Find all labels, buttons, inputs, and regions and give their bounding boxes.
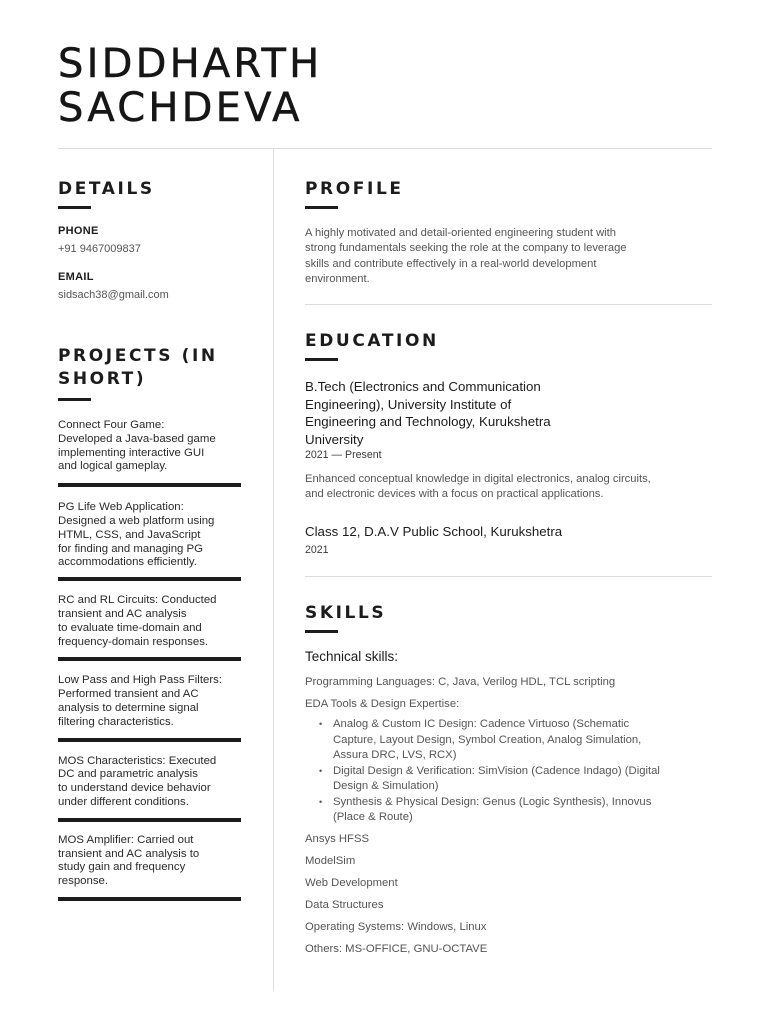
name-last: SACHDEVA bbox=[58, 85, 303, 131]
degree-line: Engineering and Technology, Kurukshetra bbox=[305, 414, 551, 430]
eda-line: (Place & Route) bbox=[333, 811, 413, 824]
school-title: Class 12, D.A.V Public School, Kurukshetra bbox=[305, 523, 563, 539]
degree-line: B.Tech (Electronics and Communication bbox=[305, 379, 541, 395]
eda-list bbox=[319, 717, 712, 826]
profile-summary bbox=[305, 226, 712, 287]
project-line: MOS Amplifier: Carried out bbox=[58, 833, 194, 846]
skill-item: Web Development bbox=[305, 876, 398, 889]
technical-skills-heading: Technical skills: bbox=[305, 649, 399, 665]
project-line: analysis to determine signal bbox=[58, 701, 199, 714]
project-item bbox=[58, 834, 241, 889]
profile-title: PROFILE bbox=[305, 179, 404, 199]
projects-title bbox=[58, 345, 241, 391]
degree-desc-line: and electronic devices with a focus on practical applications. bbox=[305, 488, 604, 501]
skill-item: Data Structures bbox=[305, 898, 384, 911]
eda-item bbox=[319, 717, 712, 764]
projects-title-line: SHORT) bbox=[58, 369, 147, 389]
profile-line: strong fundamentals seeking the role at the company to leverage bbox=[305, 242, 627, 255]
eda-line: Analog & Custom IC Design: Cadence Virtuoso (Schematic bbox=[333, 718, 630, 731]
skill-item: Ansys HFSS bbox=[305, 832, 370, 845]
skills-title-bar bbox=[305, 630, 338, 633]
resume-name bbox=[58, 42, 322, 130]
profile-line: A highly motivated and detail-oriented engineering student with bbox=[305, 227, 616, 239]
phone-value: +91 9467009837 bbox=[58, 243, 141, 255]
eda-heading: EDA Tools & Design Expertise: bbox=[305, 698, 460, 711]
programming-languages: Programming Languages: C, Java, Verilog HDL, TCL scripting bbox=[305, 676, 616, 689]
project-line: filtering characteristics. bbox=[58, 715, 174, 728]
project-line: and logical gameplay. bbox=[58, 460, 168, 473]
eda-line: Synthesis & Physical Design: Genus (Logic Synthesis), Innovus bbox=[333, 795, 652, 808]
email-label: EMAIL bbox=[58, 271, 94, 283]
right-column bbox=[305, 178, 712, 956]
project-line: study gain and frequency bbox=[58, 861, 186, 874]
degree-line: Engineering), University Institute of bbox=[305, 396, 512, 412]
eda-line: Capture, Layout Design, Symbol Creation, Analog Simulation, bbox=[333, 733, 642, 746]
degree-description bbox=[305, 472, 712, 503]
eda-line: Digital Design & Verification: SimVision (Cadence Indago) (Digital bbox=[333, 764, 660, 777]
project-line: to evaluate time-domain and bbox=[58, 621, 202, 634]
project-line: DC and parametric analysis bbox=[58, 768, 198, 781]
section-divider bbox=[305, 576, 712, 577]
column-divider bbox=[273, 149, 274, 991]
projects-title-line: PROJECTS (IN bbox=[58, 346, 218, 366]
education-section bbox=[305, 330, 712, 556]
profile-section bbox=[305, 178, 712, 287]
skill-item: Others: MS-OFFICE, GNU-OCTAVE bbox=[305, 942, 488, 955]
bullet-icon: • bbox=[319, 796, 323, 807]
project-item bbox=[58, 674, 241, 729]
project-line: implementing interactive GUI bbox=[58, 446, 205, 459]
project-item bbox=[58, 419, 241, 474]
skill-item: Operating Systems: Windows, Linux bbox=[305, 920, 487, 933]
bullet-icon: • bbox=[319, 765, 323, 776]
project-line: Low Pass and High Pass Filters: bbox=[58, 674, 222, 687]
project-divider bbox=[58, 738, 241, 742]
project-line: Performed transient and AC bbox=[58, 688, 199, 701]
project-item bbox=[58, 501, 241, 570]
details-title-bar bbox=[58, 206, 91, 209]
education-title-bar bbox=[305, 358, 338, 361]
project-line: Connect Four Game: bbox=[58, 419, 165, 431]
degree-line: University bbox=[305, 431, 364, 447]
degree-title bbox=[305, 378, 712, 448]
email-value: sidsach38@gmail.com bbox=[58, 289, 169, 301]
project-line: Designed a web platform using bbox=[58, 514, 215, 527]
details-title: DETAILS bbox=[58, 179, 155, 199]
project-line: for finding and managing PG bbox=[58, 542, 204, 555]
project-line: response. bbox=[58, 875, 109, 888]
skills-title: SKILLS bbox=[305, 603, 387, 624]
skill-item: ModelSim bbox=[305, 854, 356, 867]
details-section bbox=[58, 178, 241, 301]
project-line: under different conditions. bbox=[58, 795, 189, 808]
skills-section bbox=[305, 602, 712, 956]
eda-line: Assura DRC, LVS, RCX) bbox=[333, 749, 457, 762]
project-line: MOS Characteristics: Executed bbox=[58, 754, 217, 767]
projects-title-bar bbox=[58, 398, 91, 401]
project-divider bbox=[58, 818, 241, 822]
project-divider bbox=[58, 577, 241, 581]
profile-line: environment. bbox=[305, 272, 370, 285]
left-column bbox=[58, 178, 241, 901]
project-line: to understand device behavior bbox=[58, 782, 211, 795]
section-divider bbox=[305, 304, 712, 305]
projects-section bbox=[58, 345, 241, 901]
header-divider bbox=[58, 148, 712, 149]
degree-dates: 2021 — Present bbox=[305, 449, 382, 462]
project-line: Developed a Java-based game bbox=[58, 432, 216, 445]
project-line: transient and AC analysis bbox=[58, 607, 187, 620]
project-line: accommodations efficiently. bbox=[58, 556, 197, 569]
bullet-icon: • bbox=[319, 719, 323, 730]
phone-label: PHONE bbox=[58, 225, 99, 237]
profile-line: skills and contribute effectively in a real-world development bbox=[305, 257, 597, 270]
profile-title-bar bbox=[305, 206, 338, 209]
eda-item bbox=[319, 795, 712, 826]
project-line: transient and AC analysis to bbox=[58, 847, 200, 860]
project-line: RC and RL Circuits: Conducted bbox=[58, 594, 217, 607]
project-divider bbox=[58, 897, 241, 901]
project-line: HTML, CSS, and JavaScript bbox=[58, 528, 201, 541]
project-item bbox=[58, 594, 241, 649]
eda-line: Design & Simulation) bbox=[333, 780, 439, 793]
project-divider bbox=[58, 483, 241, 487]
name-first: SIDDHARTH bbox=[58, 41, 323, 87]
education-title: EDUCATION bbox=[305, 331, 439, 352]
project-line: PG Life Web Application: bbox=[58, 501, 184, 514]
degree-desc-line: Enhanced conceptual knowledge in digital electronics, analog circuits, bbox=[305, 473, 651, 486]
school-year: 2021 bbox=[305, 544, 329, 557]
eda-item bbox=[319, 764, 712, 795]
project-item bbox=[58, 755, 241, 810]
project-divider bbox=[58, 657, 241, 661]
project-line: frequency-domain responses. bbox=[58, 635, 209, 648]
